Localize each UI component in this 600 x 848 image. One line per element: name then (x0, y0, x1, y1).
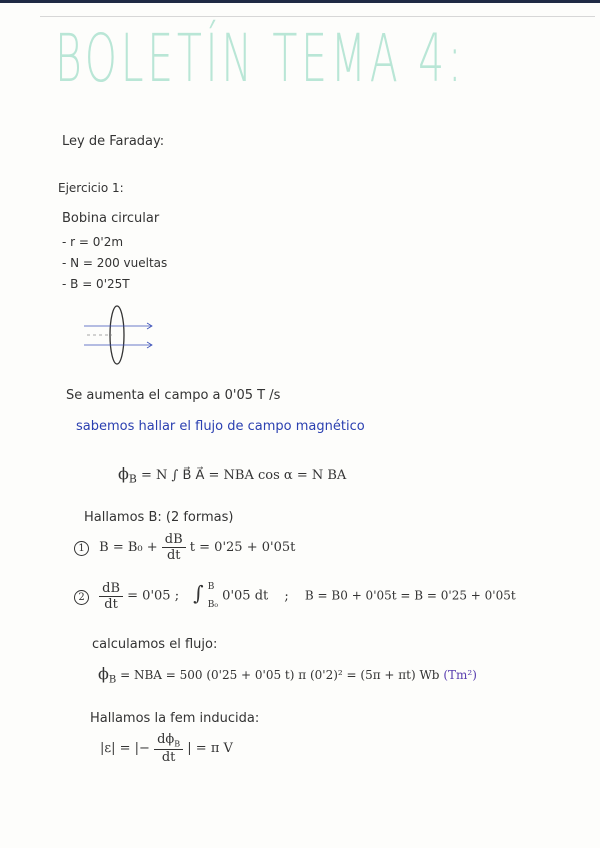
coil-loop (110, 306, 124, 364)
dphi-subscript: B (174, 739, 181, 749)
method-1 (74, 532, 295, 563)
fraction-numerator: dB (99, 581, 123, 597)
phi-subscript: B (128, 472, 137, 486)
integral-limits (208, 578, 218, 614)
phi-symbol: ϕ (118, 464, 129, 483)
integral-lower: B₀ (207, 600, 219, 610)
dphi: dϕ (157, 732, 175, 747)
increase-statement: Se aumenta el campo a 0'05 T /s (66, 388, 281, 403)
integrand: 0'05 dt (222, 588, 269, 604)
integral-sign: ∫ (193, 580, 204, 605)
flux-formula-rhs: = N ∫ B⃗ A⃗ = NBA cos α = N BA (141, 468, 347, 483)
flux-formula (118, 464, 346, 486)
section-heading: Ley de Faraday: (62, 134, 165, 149)
method-2 (74, 578, 516, 614)
integral-upper: B (207, 582, 215, 592)
flux-calc-rhs: = NBA = 500 (0'25 + 0'05 t) π (0'2)² = (5π + πt) Wb (120, 668, 440, 682)
method-1-number: 1 (74, 541, 89, 556)
method-1-fraction (162, 532, 186, 563)
coil-item-field: - B = 0'25T (62, 277, 130, 291)
emf-equation (100, 732, 233, 765)
emf-fraction (154, 732, 183, 765)
flux-calculation (98, 664, 477, 685)
fraction-numerator: dB (162, 532, 186, 548)
phi-symbol: ϕ (98, 664, 109, 683)
blue-note: sabemos hallar el flujo de campo magnético (76, 419, 365, 434)
method-2-fraction (99, 581, 123, 612)
method-1-right: t = 0'25 + 0'05t (189, 540, 296, 555)
calc-flux-heading: calculamos el flujo: (92, 637, 218, 652)
method-2-eq2: B = B0 + 0'05t = B = 0'25 + 0'05t (304, 588, 516, 603)
coil-diagram (82, 300, 162, 370)
emf-left: |ε| = |− (100, 740, 150, 756)
find-emf-heading: Hallamos la fem inducida: (90, 711, 260, 726)
fraction-numerator (154, 732, 183, 750)
separator: ; (284, 588, 289, 604)
emf-right: | = π V (187, 740, 233, 756)
method-2-eq1: = 0'05 ; (127, 588, 180, 604)
page-title: BOLETÍN TEMA 4: (55, 20, 466, 97)
coil-item-turns: - N = 200 vueltas (62, 256, 168, 270)
fraction-denominator: dt (166, 548, 181, 563)
fraction-denominator: dt (161, 749, 176, 765)
page-top-border (0, 0, 600, 3)
method-2-number: 2 (74, 590, 89, 605)
flux-unit-note: (Tm²) (443, 668, 477, 682)
header-rule (40, 16, 595, 17)
coil-item-radius: - r = 0'2m (62, 235, 124, 249)
exercise-heading: Ejercicio 1: (58, 181, 124, 195)
coil-heading: Bobina circular (62, 211, 160, 226)
method-1-left: B = B₀ + (99, 540, 158, 555)
fraction-denominator: dt (104, 596, 118, 612)
phi-subscript: B (108, 674, 117, 686)
find-B-heading: Hallamos B: (2 formas) (84, 510, 234, 525)
